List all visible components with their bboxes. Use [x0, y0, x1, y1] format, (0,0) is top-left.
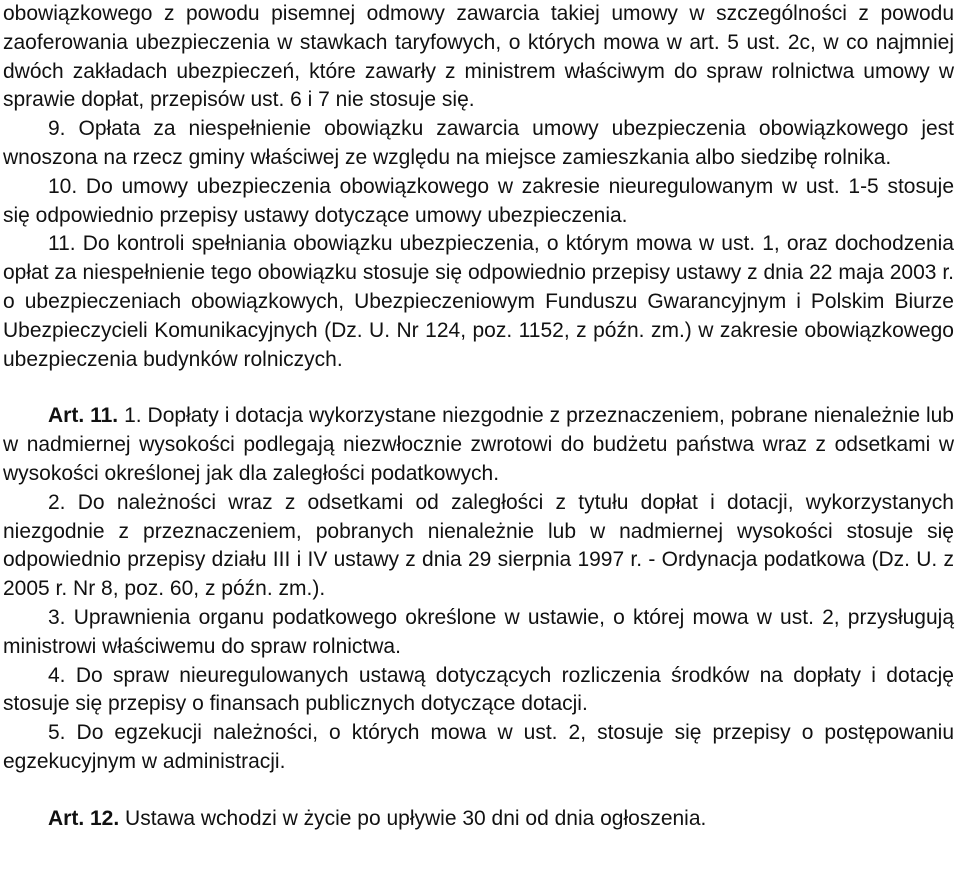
article-11-paragraph-2: 2. Do należności wraz z odsetkami od zaległości z tytułu dopłat i dotacji, wykorzystanych niezgodnie z przeznaczeniem, pobranych nienależnie lub w nadmiernej wysokości stosuje się odpowiednio przepisy działu III i IV ustawy z dnia 29 sierpnia 1997 r. - Ordynacja podatkowa (Dz. U. z 2005 r. Nr 8, poz. 60, z późn. zm.).	[3, 490, 954, 601]
article-11-heading: Art. 11.	[48, 404, 119, 428]
article-12	[3, 805, 954, 834]
article-11-paragraph-3: 3. Uprawnienia organu podatkowego określone w ustawie, o której mowa w ust. 2, przysługują ministrowi właściwemu do spraw rolnictwa.	[3, 605, 954, 658]
paragraph-9: 9. Opłata za niespełnienie obowiązku zawarcia umowy ubezpieczenia obowiązkowego jest wnoszona na rzecz gminy właściwej ze względu na miejsce zamieszkania albo siedzibę rolnika.	[3, 117, 954, 169]
article-12-text: Ustawa wchodzi w życie po upływie 30 dni od dnia ogłoszenia.	[119, 806, 707, 830]
article-11-paragraph-1-text: 1. Dopłaty i dotacja wykorzystane niezgodnie z przeznaczeniem, pobrane nienależnie lub w nadmiernej wysokości podlegają niezwłocznie zwrotowi do budżetu państwa wraz z odsetkami w wysokości określonej jak dla zaległości podatkowych.	[3, 404, 954, 485]
paragraph-continuation: obowiązkowego z powodu pisemnej odmowy zawarcia takiej umowy w szczególności z powodu zaoferowania ubezpieczenia w stawkach taryfowych, o których mowa w art. 5 ust. 2c, w co najmniej dwóch zakładach ubezpieczeń, które zawarły z ministrem właściwym do spraw rolnictwa umowy w sprawie dopłat, przepisów ust. 6 i 7 nie stosuje się.	[3, 2, 954, 112]
article-11-paragraph-5: 5. Do egzekucji należności, o których mowa w ust. 2, stosuje się przepisy o postępowaniu egzekucyjnym w administracji.	[3, 721, 954, 773]
paragraph-11: 11. Do kontroli spełniania obowiązku ubezpieczenia, o którym mowa w ust. 1, oraz dochodzenia opłat za niespełnienie tego obowiązku stosuje się odpowiednio przepisy ustawy z dnia 22 maja 2003 r. o ubezpieczeniach obowiązkowych, Ubezpieczeniowym Funduszu Gwarancyjnym i Polskim Biurze Ubezpieczycieli Komunikacyjnych (Dz. U. Nr 124, poz. 1152, z późn. zm.) w zakresie obowiązkowego ubezpieczenia budynków rolniczych.	[3, 232, 954, 371]
paragraph-10: 10. Do umowy ubezpieczenia obowiązkowego w zakresie nieuregulowanym w ust. 1-5 stosuje się odpowiednio przepisy ustawy dotyczące umowy ubezpieczenia.	[3, 174, 954, 227]
article-11-paragraph-1	[3, 402, 954, 488]
article-12-heading: Art. 12.	[48, 806, 120, 830]
article-11-paragraph-4: 4. Do spraw nieuregulowanych ustawą dotyczących rozliczenia środków na dopłaty i dotację stosuje się przepisy o finansach publicznych dotyczące dotacji.	[3, 663, 954, 716]
document-page	[3, 0, 954, 834]
